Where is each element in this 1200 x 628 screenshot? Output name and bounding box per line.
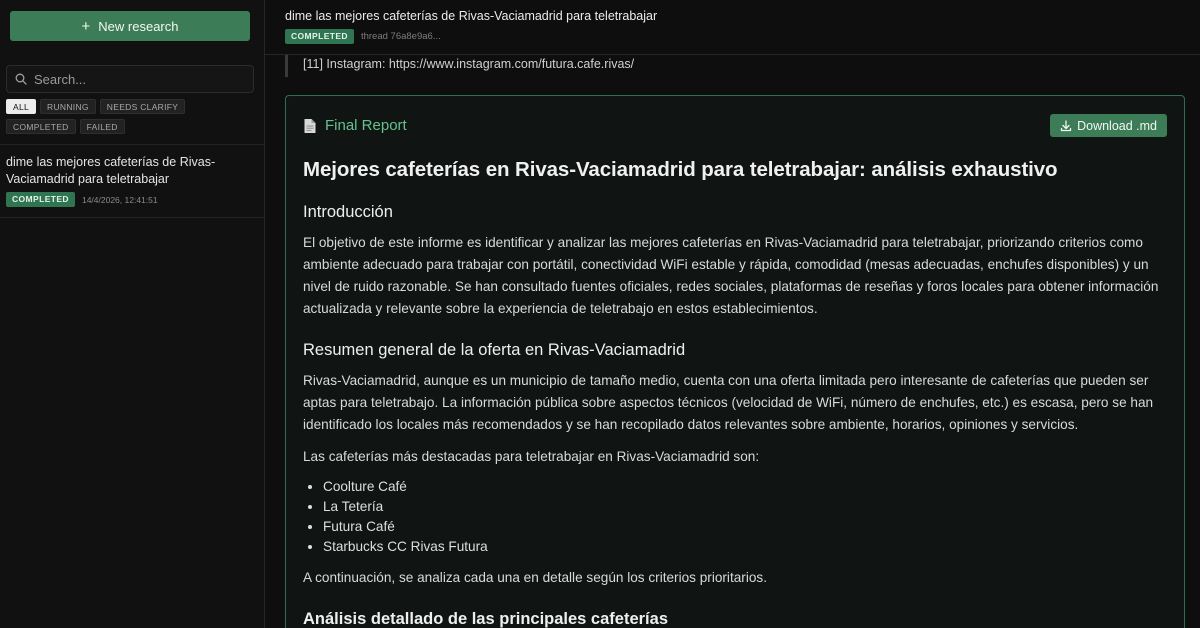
thread-id: thread 76a8e9a6...: [360, 31, 441, 42]
report-title-label: Final Report: [325, 117, 407, 134]
thread-title: dime las mejores cafeterías de Rivas-Vaciamadrid para teletrabajar: [6, 155, 216, 186]
cafe-list: [323, 477, 1167, 557]
download-icon: [1060, 120, 1072, 132]
report-header: [303, 114, 1167, 137]
intro-paragraph: El objetivo de este informe es identificar y analizar las mejores cafeterías en Rivas-Vaciamadrid para teletrabajar, priorizando criterios como ambiente adecuado para trabajar con portátil, conectividad WiFi estable y rápida, comodidad (mesas adecuadas, enchufes disponibles) y un nivel de ruido razonable. Se han consultado fuentes oficiales, redes sociales, plataformas de reseñas y foros locales para obtener información actualizada y relevante sobre la experiencia de teletrabajo en estos establecimientos.: [303, 235, 1159, 316]
source-reference: [11] Instagram: https://www.instagram.com/futura.cafe.rivas/: [285, 55, 1186, 77]
intro-heading: Introducción: [303, 203, 393, 221]
filter-needs-clarify[interactable]: NEEDS CLARIFY: [100, 99, 185, 114]
thread-header: [265, 0, 1200, 55]
status-filters: [6, 99, 254, 134]
status-badge: COMPLETED: [6, 192, 75, 207]
page-title: dime las mejores cafeterías de Rivas-Vaciamadrid para teletrabajar: [285, 9, 658, 23]
filter-completed[interactable]: COMPLETED: [6, 119, 76, 134]
thread-list-item[interactable]: [0, 145, 264, 218]
new-research-label: New research: [98, 18, 179, 34]
list-item: • La Tetería: [323, 497, 1167, 517]
header-meta: [285, 29, 1180, 44]
report-label: [303, 117, 407, 134]
list-item: • Starbucks CC Rivas Futura: [323, 537, 1167, 557]
header-status-badge: COMPLETED: [285, 29, 354, 44]
final-report-card: [285, 95, 1185, 628]
search-box[interactable]: [6, 65, 254, 93]
filter-all[interactable]: ALL: [6, 99, 36, 114]
search-input[interactable]: [34, 72, 245, 87]
list-item: • Futura Café: [323, 517, 1167, 537]
detail-heading: Análisis detallado de las principales cafeterías: [303, 610, 668, 628]
download-label: Download .md: [1077, 118, 1157, 133]
report-heading: Mejores cafeterías en Rivas-Vaciamadrid para teletrabajar: análisis exhaustivo: [303, 158, 1058, 181]
thread-meta: [6, 192, 254, 207]
list-intro-paragraph: Las cafeterías más destacadas para teletrabajar en Rivas-Vaciamadrid son:: [303, 449, 760, 464]
summary-heading: Resumen general de la oferta en Rivas-Vaciamadrid: [303, 341, 686, 359]
filter-failed[interactable]: FAILED: [80, 119, 125, 134]
filter-running[interactable]: RUNNING: [40, 99, 96, 114]
plus-icon: +: [81, 17, 91, 35]
sidebar: [0, 0, 265, 628]
new-research-button[interactable]: [10, 11, 250, 41]
download-md-button[interactable]: [1050, 114, 1167, 137]
thread-timestamp: 14/4/2026, 12:41:51: [81, 194, 158, 205]
list-outro-paragraph: A continuación, se analiza cada una en detalle según los criterios prioritarios.: [303, 570, 767, 585]
main-panel: [265, 0, 1200, 628]
search-icon: [15, 73, 27, 85]
list-item: • Coolture Café: [323, 477, 1167, 497]
research-content[interactable]: [265, 55, 1200, 628]
document-icon: [303, 118, 317, 134]
summary-paragraph: Rivas-Vaciamadrid, aunque es un municipio de tamaño medio, cuenta con una oferta limitada pero interesante de cafeterías que pueden ser aptas para teletrabajo. La información pública sobre aspectos técnicos (velocidad de WiFi, número de enchufes, etc.) es escasa, pero se han identificado los locales más recomendados y se han recopilado datos relevantes sobre ambiente, horarios, opiniones y servicios.: [303, 373, 1154, 432]
